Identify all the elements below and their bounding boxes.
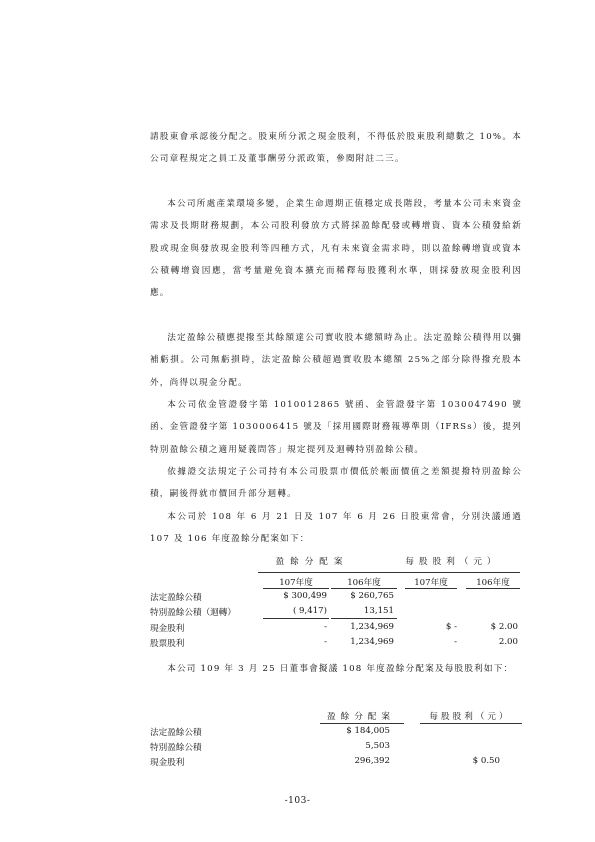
paragraph-special-reserve: 本公司依金管證發字第 1010012865 號函、金管證發字第 1030047490 號函、金管證發字第 1030006415 號及「採用國際財務報導準則（IFRSs）後，提列特別盈餘公積之適用疑義問答」規定提列及迴轉特別盈餘公積。 (150, 400, 522, 455)
cell-value: 1,234,969 (350, 622, 394, 632)
row-label: 現金股利 (150, 758, 185, 768)
cell-value: 5,503 (365, 741, 390, 751)
table1-group-header-distribution: 盈餘分配案 (275, 557, 349, 567)
cell-value: 2.00 (498, 637, 518, 647)
table1-subtotal-rule (331, 618, 397, 619)
table1-header-rule (258, 572, 520, 573)
table1-col-rule (263, 588, 329, 589)
row-label: 特別盈餘公積（迴轉） (150, 608, 236, 618)
row-label: 現金股利 (150, 624, 185, 634)
cell-value: - (324, 637, 327, 647)
paragraph-dividend-policy: 請股東會承認後分配之。股東所分派之現金股利，不得低於股東股利總數之 10%。本公司章程規定之員工及董事酬勞分派政策，參閱附註二三。 (150, 132, 522, 165)
table1-col-rule (405, 588, 457, 589)
cell-value: $ 300,499 (283, 591, 327, 601)
cell-value: $ 184,005 (346, 726, 390, 736)
table1-col-header: 106年度 (347, 578, 381, 588)
row-label: 法定盈餘公積 (150, 593, 202, 603)
paragraph-shareholder-resolution: 本公司於 108 年 6 月 21 日及 107 年 6 月 26 日股東常會，分別決議通過 107 及 106 年度盈餘分配案如下： (150, 512, 522, 545)
table1-col-header: 107年度 (414, 578, 448, 588)
paragraph-legal-reserve: 法定盈餘公積應提撥至其餘額達公司實收股本總額時為止。法定盈餘公積得用以彌補虧損。公司無虧損時，法定盈餘公積超過實收股本總額 25%之部分除得撥充股本外，尚得以現金分配。 (150, 333, 522, 388)
cell-value: 1,234,969 (350, 637, 394, 647)
paragraph-subsidiary-shares: 依據證交法規定子公司持有本公司股票市價低於帳面價值之差額提撥特別盈餘公積，嗣後得就市價回升部分迴轉。 (150, 467, 522, 500)
cell-value: $ - (445, 622, 457, 632)
paragraph-board-proposal: 本公司 109 年 3 月 25 日董事會擬議 108 年度盈餘分配案及每股股利如下： (167, 664, 514, 674)
table2-header-rule (320, 723, 404, 724)
cell-value: $ 0.50 (472, 756, 500, 766)
row-label: 股票股利 (150, 639, 185, 649)
table1-col-rule (466, 588, 520, 589)
cell-value: ( 9,417) (292, 606, 327, 616)
table2-header-dps: 每股股利（元） (429, 712, 511, 722)
table2-header-rule (420, 723, 522, 724)
page-number: -103- (284, 796, 311, 806)
cell-value: $ 2.00 (490, 622, 518, 632)
table1-group-header-dps: 每股股利（元） (405, 557, 501, 567)
table2-header-distribution: 盈餘分配案 (327, 712, 395, 722)
cell-value: 13,151 (363, 606, 394, 616)
cell-value: $ 260,765 (350, 591, 394, 601)
row-label: 法定盈餘公積 (150, 728, 202, 738)
cell-value: - (324, 622, 327, 632)
table1-col-rule (331, 588, 397, 589)
table1-col-header: 106年度 (476, 578, 510, 588)
cell-value: 296,392 (354, 756, 390, 766)
table1-subtotal-rule (263, 618, 329, 619)
cell-value: - (454, 637, 457, 647)
row-label: 特別盈餘公積 (150, 743, 202, 753)
paragraph-industry-environment: 本公司所處產業環境多變，企業生命週期正值穩定成長階段，考量本公司未來資金需求及長期財務規劃，本公司股利發放方式將採盈餘配發或轉增資、資本公積發給新股或現金與發放現金股利等四種方式，凡有未來資金需求時，則以盈餘轉增資或資本公積轉增資因應，當考量避免資本擴充而稀釋每股獲利水準，則採發放現金股利因應。 (150, 199, 522, 299)
table1-col-header: 107年度 (279, 578, 313, 588)
